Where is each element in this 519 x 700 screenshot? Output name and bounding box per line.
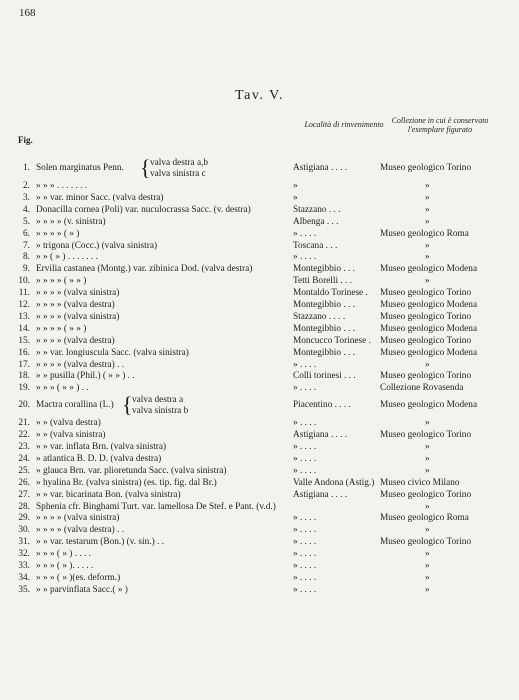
figure-number: 33. [18,561,30,571]
species-description: Sphenia cfr. Binghami Turt. var. lamellosa De Stef. e Pant. (v.d.) [36,501,276,512]
locality-cell: Moncucco Torinese . [293,335,371,346]
collection-cell: » [425,453,430,464]
collection-cell: Museo geologico Modena [380,264,478,275]
table-row [0,324,519,335]
species-description: » » » » ( » » ) [36,276,87,287]
figure-number: 20. [18,400,30,411]
collection-cell: Museo geologico Torino [380,335,472,346]
collection-cell: Museo geologico Torino [380,311,472,322]
locality-cell: Tetti Borelli . . . [293,276,352,287]
collection-cell: » [425,442,430,452]
species-description: » » var. inflata Brn. (valva sinistra) [36,442,167,452]
figure-number: 1. [23,163,30,173]
figure-number: 12. [18,300,30,310]
table-row [0,312,519,323]
collection-cell: » [425,240,430,251]
collection-cell: » [425,418,430,429]
species-description: » » (valva destra) [36,418,101,429]
table-row [0,549,519,560]
figure-number: 27. [18,489,30,500]
locality-cell: Astigiana . . . . [293,489,348,500]
collection-cell: Museo geologico Torino [380,288,472,299]
figure-number: 19. [18,383,30,394]
figure-number: 29. [18,513,30,524]
figure-number: 32. [18,549,30,560]
table-row [0,205,519,216]
species-description: Solen marginatus Penn. [36,163,124,173]
species-description: » atlantica B. D. D. (valva destra) [36,453,162,464]
locality-cell: Montaldo Torinese . [293,288,368,299]
figure-number: 3. [23,192,30,203]
locality-cell: Astigiana . . . . [293,430,348,441]
collection-cell: » [425,525,430,536]
species-description: » » (valva sinistra) [36,430,106,441]
collection-cell: » [425,465,430,476]
collection-cell: Museo geologico Roma [380,228,469,239]
table-row [0,252,519,263]
valve-sub-label: valva destra a [132,395,184,406]
table-row [0,155,519,180]
figure-number: 13. [18,311,30,322]
locality-cell: Stazzano . . . . [293,311,346,322]
species-description: » » var. testarum (Bon.) (v. sin.) . . [36,537,164,548]
species-description: » » » ( » ). . . . . [36,561,94,571]
species-description: » » » » (valva sinistra) [36,288,120,299]
figure-number: 7. [23,240,30,251]
species-description: » hyalina Br. (valva sinistra) (es. tip. fig. dal Br.) [36,477,217,488]
valve-sub-label: valva sinistra b [132,406,189,417]
fig-column-header: Fig. [18,135,33,145]
collection-cell: » [425,359,430,370]
collection-cell: » [425,276,430,287]
species-description: » » var. minor Sacc. (valva destra) [36,192,164,203]
table-row [0,264,519,275]
locality-cell: » . . . . [293,584,317,595]
collection-cell: Museo geologico Modena [380,347,478,358]
locality-cell: » . . . . [293,228,317,239]
species-description: » » » . . . . . . . [36,181,88,191]
locality-cell: Piacentino . . . . [293,400,351,411]
collection-cell: Museo geologico Torino [380,430,472,441]
brace-symbol: { [140,155,151,180]
locality-cell: Stazzano . . . [293,204,341,215]
figure-number: 8. [23,252,30,263]
table-row [0,181,519,192]
collection-cell: Museo geologico Modena [380,323,478,334]
table-row [0,300,519,311]
locality-cell: » . . . . [293,453,317,464]
figure-number: 34. [18,572,30,583]
species-description: » » » » (valva sinistra) [36,311,120,322]
table-row [0,193,519,204]
figure-number: 21. [18,418,30,429]
figure-number: 24. [18,453,30,464]
table-row [0,360,519,371]
table-row [0,336,519,347]
collection-cell: Collezione Rovasenda [380,383,464,394]
figure-number: 31. [18,537,30,548]
table-row [0,585,519,596]
collection-cell: Museo geologico Torino [380,371,472,382]
table-row [0,348,519,359]
table-row [0,573,519,584]
locality-cell: Albenga . . . [293,216,339,227]
locality-cell: » . . . . [293,572,317,583]
valve-sub-label: valva destra a,b [150,158,209,168]
collection-cell: » [425,501,430,512]
figure-number: 11. [18,288,30,299]
collection-cell: » [425,572,430,583]
collection-cell: Museo geologico Torino [380,537,472,548]
species-description: » » » ( » )(es. deform.) [36,572,121,583]
collection-cell: » [425,549,430,560]
collection-cell: » [425,192,430,203]
collection-cell: » [425,181,430,191]
figure-number: 9. [23,264,30,275]
species-description: » » » ( » ) . . . . [36,549,92,560]
table-row [0,537,519,548]
locality-cell: » . . . . [293,442,317,452]
species-description: » » pusilla (Phil.) ( » » ) . . [36,371,135,382]
table-row [0,454,519,465]
locality-cell: » . . . . [293,465,317,476]
locality-cell: Montegibbio . . . [293,300,355,310]
table-row [0,430,519,441]
species-description: » » » » (valva destra) . . [36,525,125,536]
locality-cell: » . . . . [293,537,317,548]
species-description: » » ( » ) . . . . . . . [36,252,98,263]
locality-cell: » [293,181,298,191]
figure-number: 30. [18,525,30,536]
collection-cell: » [425,204,430,215]
figure-number: 16. [18,347,30,358]
figure-number: 2. [23,181,30,191]
species-description: » » » » (valva sinistra) [36,513,120,524]
species-description: » » » » (v. sinistra) [36,216,106,227]
table-row [0,276,519,287]
table-row [0,525,519,536]
table-row [0,418,519,429]
collection-column-header: Collezione in cui è conservato l'esemplare figurato [391,116,489,134]
species-description: » » » » (valva destra) [36,300,115,310]
collection-cell: » [425,561,430,571]
figure-number: 23. [18,442,30,452]
table-row [0,478,519,489]
figure-number: 6. [23,228,30,239]
collection-cell: Museo geologico Modena [380,300,478,310]
table-row [0,442,519,453]
locality-cell: » . . . . [293,383,317,394]
collection-cell: Museo geologico Torino [380,163,472,173]
table-row [0,229,519,240]
locality-cell: » . . . . [293,549,317,560]
locality-cell: » . . . . [293,513,317,524]
table-row [0,466,519,477]
species-description: » » » » ( » » ) [36,323,87,334]
collection-cell: Museo civico Milano [380,477,460,488]
figure-number: 35. [18,584,30,595]
figure-number: 18. [18,371,30,382]
locality-cell: Montegibbio . . . [293,347,355,358]
locality-cell: » . . . . [293,418,317,429]
plate-title: Tav. V. [235,88,284,103]
figure-number: 4. [23,204,30,215]
table-row [0,288,519,299]
locality-cell: » [293,192,298,203]
brace-symbol: { [122,392,133,418]
table-row [0,241,519,252]
species-description: Ervilia castanea (Montg.) var. zibinica Dod. (valva destra) [36,264,253,275]
table-row [0,392,519,418]
collection-cell: Museo geologico Roma [380,513,469,524]
table-row [0,490,519,501]
table-row [0,383,519,394]
locality-column-header: Località di rinvenimento [304,120,384,129]
figure-number: 22. [18,430,30,441]
locality-cell: » . . . . [293,252,317,263]
locality-cell: Valle Andona (Astig.) [293,477,375,488]
collection-cell: » [425,252,430,263]
species-description: » trigona (Cocc.) (valva sinistra) [36,240,158,251]
collection-cell: » [425,216,430,227]
species-description: » » » ( » » ) . . [36,383,89,394]
species-description: » glauca Brn. var. plioretunda Sacc. (valva sinistra) [36,465,227,476]
species-description: Mactra corallina (L.) [36,400,114,411]
locality-cell: Colli torinesi . . . [293,371,356,382]
species-description: Donacilla cornea (Poli) var. nuculocrassa Sacc. (v. destra) [36,204,251,215]
page-number: 168 [19,7,36,19]
species-description: » » parvinflata Sacc.( » ) [36,584,128,595]
figure-number: 28. [18,501,30,512]
figure-number: 10. [18,276,30,287]
locality-cell: Montegibbio . . . [293,323,355,334]
species-description: » » var. longiuscula Sacc. (valva sinistra) [36,347,189,358]
figure-number: 26. [18,477,30,488]
figure-number: 25. [18,465,30,476]
valve-sub-label: valva sinistra c [150,169,206,179]
locality-cell: » . . . . [293,525,317,536]
species-description: » » var. bicarinata Bon. (valva sinistra) [36,489,181,500]
figure-number: 5. [23,216,30,227]
collection-cell: Museo geologico Torino [380,489,472,500]
species-description: » » » » (valva destra) . . [36,359,125,370]
locality-cell: » . . . . [293,561,317,571]
species-description: » » » » (valva destra) [36,335,115,346]
collection-cell: » [425,584,430,595]
locality-cell: Astigiana . . . . [293,163,348,173]
table-row [0,217,519,228]
table-row [0,513,519,524]
locality-cell: Toscana . . . [293,240,338,251]
figure-number: 14. [18,323,30,334]
table-row [0,561,519,572]
figure-number: 17. [18,359,30,370]
species-description: » » » » ( » ) [36,228,80,239]
locality-cell: Montegibbio . . . [293,264,355,275]
locality-cell: » . . . . [293,359,317,370]
table-row [0,371,519,382]
table-row [0,502,519,513]
collection-cell: Museo geologico Modena [380,400,478,411]
figure-number: 15. [18,335,30,346]
